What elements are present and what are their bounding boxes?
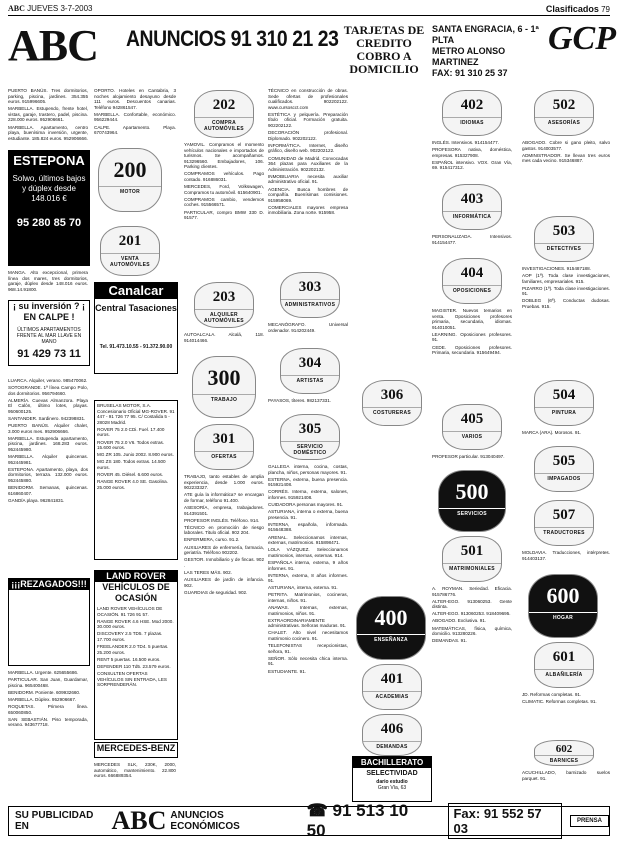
list-item: GUARDIAS de seguridad. 902. bbox=[184, 589, 248, 595]
list-item: MECANÓGRAFO. Universal ordenador. 914202449. bbox=[268, 322, 348, 333]
list-item: CALPE. Apartamento. Playa. 670743964. bbox=[94, 124, 176, 136]
dario-estudio: dario estudio bbox=[376, 779, 408, 785]
list-item: GESTOR. Inmobiliario y de fincas. 902 . bbox=[184, 557, 264, 568]
column-7-albanileria bbox=[522, 692, 610, 736]
list-item: A. ROYMAN. Seriedad. Eficacia. 915786776. bbox=[432, 586, 512, 597]
list-item: JD. Reformas completas. 91. bbox=[522, 692, 582, 697]
tarjetas-banner: TARJETAS DE CREDITO COBRO A DOMICILIO bbox=[343, 23, 425, 76]
bachillerato-ad bbox=[352, 756, 432, 802]
list-item: ALTER-EGO. 913060253. Gente distinta. bbox=[432, 598, 512, 610]
list-item: TELEFONISTAS recepcionistas, señora, 91. bbox=[268, 643, 348, 654]
list-item: PIZARRO (1ª). Toda clase investigaciones. 91. bbox=[522, 285, 610, 297]
column-4-mid2 bbox=[268, 398, 348, 410]
column-2-top bbox=[94, 88, 176, 144]
anuncios-phone: ANUNCIOS 91 310 21 23 bbox=[126, 26, 339, 51]
list-item: ROVER 75 2.0 V6. Todos extras. 15.600 euros. bbox=[97, 439, 165, 451]
category-500: 500 SERVICIOS bbox=[438, 470, 506, 532]
list-item: ABOGADO. Exclusiva. 91. bbox=[432, 618, 487, 624]
column-4-top bbox=[268, 88, 348, 268]
category-200: 200 MOTOR bbox=[98, 148, 162, 212]
category-507: 507 TRADUCTORES bbox=[534, 500, 594, 546]
list-item: MARCA (ARA). Morosos. 91. bbox=[522, 430, 582, 435]
category-304: 304 ARTISTAS bbox=[280, 348, 340, 394]
category-601: 601 ALBAÑILERÍA bbox=[534, 642, 594, 688]
list-item: MARBELLA. Dúplex. 952906667. bbox=[8, 696, 77, 702]
gcp-fax: FAX: 91 310 25 37 bbox=[432, 68, 508, 78]
category-503: 503 DETECTIVES bbox=[534, 216, 594, 262]
list-item: AUXILIARES de enfermería, farmacia, geriatría. Teléfono 902202. bbox=[184, 544, 264, 556]
list-item: ABOGADO. Cobre si gano pleito, salvo gastos. 914003577. bbox=[522, 140, 610, 151]
list-item: MARBELLA. Estupenda apartamento, piscina, jardines. 168.283 euros. 952445980. bbox=[8, 435, 88, 453]
column-6-varios bbox=[432, 454, 512, 466]
estepona-phone: 95 280 85 70 bbox=[16, 217, 82, 229]
list-item: LOLA VÁZQUEZ. Seleccionamos matrimonios, internas, externas. 914. bbox=[268, 547, 348, 558]
column-1-bottom bbox=[8, 378, 88, 574]
list-item: COMERCIALES mayores empresa inmobiliaria. Zona norte. 915958. bbox=[268, 204, 348, 216]
category-201: 201 VENTA AUTOMÓVILES bbox=[100, 226, 160, 276]
category-203: 203 ALQUILER AUTOMÓVILES bbox=[194, 282, 254, 328]
list-item: RANGE ROVER 4.0 SE. Gasolina. 25.000 euros. bbox=[97, 479, 168, 490]
bachillerato-title: BACHILLERATO bbox=[353, 757, 431, 768]
list-item: INVESTIGACIONES. 915487188. bbox=[522, 266, 591, 271]
list-item: TÉCNICO en promoción de riesgo laborales. Titulo oficial. 902 204. bbox=[184, 524, 264, 536]
list-item: ASESORÍA, empresa, trabajadores. 914391501. bbox=[184, 504, 264, 516]
list-item: MERCEDES SLK, 230K, 2000, automático, mantenimiento. 22.800 euros. 666889354. bbox=[94, 762, 176, 779]
category-404: 404 OPOSICIONES bbox=[442, 258, 502, 304]
mercedes-ad bbox=[94, 742, 178, 758]
list-item: PARTICULAR, compro BMW 330 D. 91577. bbox=[184, 209, 264, 221]
list-item: ESTEPONA. Apartamento, playa, dos dormitorios, terraza. 132.000 euros. 952445880. bbox=[8, 466, 88, 483]
list-item: DEMANDAS. 91. bbox=[432, 638, 467, 644]
column-6-mid bbox=[432, 234, 512, 254]
list-item: ESPAÑOL intensivo. VOX. Gran Vía, 69. 915417312. bbox=[432, 159, 512, 171]
category-600: 600 HOGAR bbox=[528, 574, 598, 638]
date: JUEVES 3-7-2003 bbox=[27, 4, 93, 13]
list-item: ANAWAS. Internas, externas, matrimonios, niños. 91. bbox=[268, 605, 348, 616]
category-405: 405 VARIOS bbox=[442, 404, 502, 450]
list-item: CONSULTEN OFERTAS VEHÍCULOS SIN ENTRADA, LES SORPRENDERÁN. bbox=[97, 670, 167, 688]
list-item: MG ZR 105. Junio 2002. 8.900 euros. bbox=[97, 452, 174, 458]
list-item: ESPAÑOLA interna, externa, 9 años informes. 91. bbox=[268, 559, 348, 571]
list-item: EXTRAORDINARIAMENTE administrativas. Señoras maduras. 91. bbox=[268, 617, 347, 629]
category-305: 305 SERVICIO DOMÉSTICO bbox=[280, 414, 340, 460]
column-7-pintura bbox=[522, 430, 610, 442]
column-1-top bbox=[8, 88, 88, 146]
section-name: Clasificados bbox=[545, 4, 599, 14]
category-202: 202 COMPRA AUTOMÓVILES bbox=[194, 90, 254, 138]
list-item: MARBELLA. Apartamento, centro playa, buenísima inversión, urgente, estudiante. 185.824 euros. 952906666. bbox=[8, 124, 88, 141]
list-item: BENIDORM. Semanas, quincenas. 616860407. bbox=[8, 485, 88, 496]
estepona-ad bbox=[8, 150, 90, 266]
category-504: 504 PINTURA bbox=[534, 380, 594, 426]
bruselas-motor-ad bbox=[94, 400, 178, 560]
list-item: ROVER 75 2.0 CDi. Fuel. 17.400 euros. bbox=[97, 426, 165, 438]
footer-banner bbox=[8, 801, 610, 840]
category-403: 403 INFORMÁTICA bbox=[442, 184, 502, 230]
paper-name: ABC bbox=[8, 4, 25, 13]
masthead bbox=[8, 20, 616, 80]
list-item: TÉCNICO en construcción de obras. Sede ofertas de profesionales cualificados. 902202122. www.cursoscct.com bbox=[268, 88, 348, 110]
list-item: ENFERMERA, curso. 91.2. bbox=[184, 537, 240, 543]
column-7-detectives bbox=[522, 266, 610, 376]
list-item: ACUCHILLADO, barnizado suelos parquet. 91. bbox=[522, 770, 610, 781]
rezagados-title: ¡¡¡REZAGADOS!!! bbox=[9, 579, 89, 590]
list-item: PERSONALIZADA. Intensivos. 914154477. bbox=[432, 234, 512, 245]
list-item: MARBELLA. Estupendo, frente hotel, vistas, garaje, trastero, padel, piscina. 228.000 euros. 952906661. bbox=[8, 106, 88, 123]
column-4-bottom bbox=[268, 464, 348, 800]
list-item: ARENAL. Seleccionamos internas, externas, matrimonios. 915898471. bbox=[268, 534, 348, 546]
column-3-bottom bbox=[184, 474, 264, 800]
list-item: LEARNING. Oposiciones profesores. 91. bbox=[432, 331, 512, 343]
list-item: CORRÉS. Interna, externa, salones, informes. 915921408. bbox=[268, 489, 348, 500]
list-item: SEÑOR. Sólo necesita chica interna. 91. bbox=[268, 655, 348, 667]
list-item: MAGISTER. Nuevos temarios en venta. Oposiciones profesores primaria, secundaria, idiomas. 914010051. bbox=[432, 308, 512, 330]
canalcar-ad bbox=[94, 282, 178, 374]
calpe-phone: 91 429 73 11 bbox=[17, 348, 81, 360]
list-item: DECORACIÓN profesional. Diplomado. 902202122. bbox=[268, 130, 348, 141]
canalcar-title: Canalcar bbox=[95, 283, 177, 299]
list-item: AGENCIA. Busca hombres de compañía. Buenísimas comisiones. 915958069. bbox=[268, 186, 348, 203]
list-item: CEDE. Oposiciones profesores. Primaria, secundaria. 915649494. bbox=[432, 344, 512, 356]
list-item: ROQUETAS. Primera línea. 650060850. bbox=[8, 703, 88, 715]
list-item: MERCEDES, Ford, Volkswagen, Compramos tu automóvil. 615640901. bbox=[184, 184, 264, 195]
list-item: LAS TERES MÁS. 902. bbox=[184, 569, 232, 575]
list-item: PETRITA. Matrimonios, cocineras, internas, niños. 91. bbox=[268, 592, 348, 603]
gcp-metro: METRO ALONSO MARTINEZ bbox=[432, 46, 506, 67]
list-item: MG ZS 180. Todos extras. 14.500 euros. bbox=[97, 459, 166, 470]
list-item: PUERTO BANÚS. Tres dormitorios, parking, piscina, jardines. 354.355 euros. 915996605. bbox=[8, 88, 88, 105]
list-item: MOLDAVIA. Traducciones, intérpretes. 914403137. bbox=[522, 550, 610, 561]
gcp-info bbox=[432, 24, 544, 79]
list-item: BENIDORM. Poniente. 609932660. bbox=[8, 689, 81, 695]
column-7-end bbox=[522, 770, 610, 800]
page-topline bbox=[8, 4, 610, 16]
vehiculos-title: VEHÍCULOS DE OCASIÓN bbox=[102, 582, 170, 603]
list-item: SAN SEBASTIÁN. Piso temporada, verano. 943677718. bbox=[8, 716, 88, 728]
list-item: INMOBILIARIA necesita auxiliar administrativo oficial. 91. bbox=[268, 173, 348, 185]
list-item: DEFENDER 110 Td5. 23.579 euros. bbox=[97, 663, 171, 669]
bachillerato-sub: SELECTIVIDAD bbox=[366, 770, 418, 777]
list-item: PARTICULAR. San Juan, Guardamar, piscina. 965400468. bbox=[8, 677, 88, 688]
list-item: FREELANDER 2.0 TD4. 5 puertas. 25.200 euros. bbox=[97, 644, 169, 655]
list-item: GALLEGA interna, cocina, costas, plancha, niños, personas mayores. 91. bbox=[268, 464, 348, 475]
list-item: RANGE ROVER 4.6 HSE. Mod 2000. 30.000 euros. bbox=[97, 618, 174, 630]
category-303: 303 ADMINISTRATIVOS bbox=[280, 272, 340, 318]
list-item: PUERTO BANÚS. Alquiler chalet, 3.000 euros mes. 952906666. bbox=[8, 423, 88, 434]
column-2-end bbox=[94, 762, 176, 800]
list-item: COMUNIDAD de Madrid. Convocadas 364 plazas para Auxiliares de la Administración. 902202132. bbox=[268, 155, 348, 172]
land-rover-ad bbox=[94, 570, 178, 740]
category-406: 406 DEMANDAS bbox=[362, 714, 422, 756]
list-item: OPORTO. Hoteles en Cantabria, 3 noches alojamiento desayuno desde 111 euros. Descuentos canarias. Teléfono 942861547. bbox=[94, 88, 176, 110]
list-item: ESTÉTICA y pelquería. Preparación título oficial. Formación gratuita. 902202122. bbox=[268, 111, 348, 129]
list-item: DISCOVERY 2.5 TD5. 7 plazas. 17.700 euros. bbox=[97, 631, 163, 642]
category-300: 300 TRABAJO bbox=[192, 356, 256, 418]
list-item: INGLÉS. Intensivos. 914154477. bbox=[432, 140, 499, 145]
page-number: 79 bbox=[601, 5, 610, 14]
list-item: CUIDADORA personas mayores. 91. bbox=[268, 502, 344, 508]
calpe-body: ÚLTIMOS APARTAMENTOS FRENTE AL MAR LLAVE EN MANO bbox=[16, 327, 82, 345]
list-item: CLIMATIC. Reformas completas. 91. bbox=[522, 699, 597, 705]
calpe-title: ¡ su inversión ? ¡ EN CALPE ! bbox=[12, 301, 85, 322]
rezagados-ad bbox=[8, 578, 90, 666]
footer-anuncios: ANUNCIOS ECONÓMICOS bbox=[170, 810, 240, 832]
list-item: MARBELLA. Confortable, económico. 956229444. bbox=[94, 111, 176, 123]
column-6-top bbox=[432, 140, 512, 180]
estepona-title: ESTEPONA bbox=[13, 153, 85, 168]
column-6-bottom bbox=[432, 586, 512, 800]
category-501: 501 MATRIMONIALES bbox=[442, 536, 502, 582]
category-505: 505 IMPAGADOS bbox=[534, 446, 594, 492]
footer-phone: ☎ 91 513 10 50 bbox=[306, 801, 409, 840]
category-502: 502 ASESORÍAS bbox=[534, 90, 594, 136]
column-3-top bbox=[184, 142, 264, 280]
list-item: ADMINISTRADOR. Se llevan tres euros mes cada vecino. 915346887. bbox=[522, 152, 610, 164]
list-item: ASTURIANA, interna o externa, buena presencia. 91. bbox=[268, 509, 348, 520]
list-item: PAYASOS, títeres. 982137331. bbox=[268, 398, 332, 403]
list-item: RENT 5 puertas. 16.500 euros. bbox=[97, 656, 161, 662]
list-item: AUTOALCALA. Alcalá, 118. 914014466. bbox=[184, 332, 264, 343]
list-item: GANDÍA playa. 962841831. bbox=[8, 497, 65, 503]
category-602: 602 BARNICES bbox=[534, 740, 594, 766]
column-1-mid bbox=[8, 270, 88, 298]
list-item: CHALET. Alto nivel necesitamos matrimonio cocinero. 91. bbox=[268, 630, 348, 642]
list-item: PROFESORA nativa, doméstica, empresas. 915327908. bbox=[432, 147, 512, 158]
list-item: DOBLEG (6ª). Conductas dudosas. Pruebas. 915. bbox=[522, 298, 610, 310]
list-item: YAMOVIL. Compramos el momento vehículos nacionales e importados de turismos. Se acompañamos. 913296560. Embajadores, 106. Parking clientes. bbox=[184, 142, 264, 170]
category-401: 401 ACADEMIAS bbox=[362, 664, 422, 710]
list-item: AOP (1ª). Toda clase investigaciones, familiares, empresariales. 915. bbox=[522, 273, 610, 284]
list-item: ESTERNA, externa, buena presencia. 915921408. bbox=[268, 476, 348, 488]
list-item: COMPRAMOS cambio, vendemos coches. 915566571. bbox=[184, 196, 264, 208]
list-item: PROFESOR particular. 913040497. bbox=[432, 454, 505, 459]
press-stamp: PRENSA bbox=[570, 815, 609, 827]
column-6-oposiciones bbox=[432, 308, 512, 400]
gcp-address: SANTA ENGRACIA, 6 - 1ª PLTA bbox=[432, 24, 539, 45]
list-item: SANTANDER. Sardinero. 942398831. bbox=[8, 416, 86, 422]
category-400: 400 ENSEÑANZA bbox=[356, 596, 426, 660]
column-7-traductores bbox=[522, 550, 610, 570]
calpe-ad bbox=[8, 300, 90, 366]
list-item: ESTUDIANTE. 91. bbox=[268, 668, 307, 674]
list-item: BRUSELAS MOTOR, S.A. Concesionario Oficial MG-ROVER. 91 447 - 91 726 77 95. C/ Costalida 5 - 28028 Madrid. bbox=[97, 403, 175, 425]
list-item: ROVER 45. Diésel. 6.600 euros. bbox=[97, 472, 164, 478]
category-301: 301 OFERTAS bbox=[194, 424, 254, 470]
list-item: MARBELLA. Alquiler quincenas. 952445981. bbox=[8, 454, 88, 465]
footer-fax: Fax: 91 552 57 03 bbox=[448, 803, 561, 839]
list-item: AUXILIARES de jardín de infancia. 902. bbox=[184, 577, 264, 588]
list-item: COMPRAMOS vehículos. Pago contado. 916886031. bbox=[184, 171, 264, 183]
column-3-mid bbox=[184, 332, 264, 352]
list-item: ATE guía la informática? se encargan de formar, teléfono 91.400. bbox=[184, 492, 264, 503]
column-1-end bbox=[8, 670, 88, 800]
list-item: PROFESOR INGLÉS. Teléfono. 914. bbox=[184, 517, 260, 523]
list-item: ALTER-EGO. 913060253. 918409695. bbox=[432, 611, 511, 617]
mercedes-title: MERCEDES-BENZ bbox=[96, 743, 176, 753]
column-7-top bbox=[522, 140, 610, 212]
list-item: MARBELLA. Urgente. 625655686. bbox=[8, 670, 79, 675]
list-item: SOTOGRANDE. 1ª línea Campo Polo, dos dormitorios. 956794660. bbox=[8, 385, 88, 396]
estepona-sub: Solwo, últimos bajos y dúplex desde 148.016 € bbox=[12, 174, 86, 203]
dario-address: Gran Vía, 63 bbox=[377, 785, 407, 791]
list-item: INFORMÁTICA. Internet, diseño gráfico, diseño web. 902202122. bbox=[268, 142, 348, 154]
abc-logo: ABC bbox=[8, 21, 98, 70]
land-rover-title: LAND ROVER bbox=[95, 571, 177, 582]
gcp-logo: GCP bbox=[548, 20, 616, 57]
list-item: MANGA. Alto excepcional, primera línea dos mares, tres dormitorios, garaje, dúplex desde 148.016 euros. 968.14.91800. bbox=[8, 270, 88, 292]
list-item: ASTURIANA, interna, externa. 91. bbox=[268, 585, 338, 591]
list-item: MATEMÁTICAS, física, química, domicilio. 913280226. bbox=[432, 625, 512, 637]
category-402: 402 IDIOMAS bbox=[442, 90, 502, 136]
list-item: LUARCA. Alquiler, verano. 985470062. bbox=[8, 378, 88, 383]
column-4-mid1 bbox=[268, 322, 348, 344]
footer-text: SU PUBLICIDAD EN bbox=[15, 810, 94, 832]
canalcar-phone: Tel. 91.473.10.55 - 91.372.90.00 bbox=[99, 344, 173, 350]
list-item: ALMERÍA. Cuevas Almanzora. Playa El Calón, último lotes, playas. 950600125. bbox=[8, 397, 88, 414]
footer-logo: ABC bbox=[111, 806, 167, 835]
list-item: INTERNA, externa, 8 años informes. 91. bbox=[268, 572, 348, 584]
canalcar-sub: Central Tasaciones bbox=[95, 303, 177, 313]
list-item: LAND ROVER VEHÍCULOS DE OCASIÓN. 91 726 91 57. bbox=[97, 606, 163, 617]
list-item: INTERNA, española, informada. 915648388. bbox=[268, 521, 348, 533]
list-item: TRABAJO, tanto estables de amplia experiencia, desde 1.000 euros. 902233327. bbox=[184, 474, 264, 491]
category-306: 306 COSTURERAS bbox=[362, 380, 422, 426]
